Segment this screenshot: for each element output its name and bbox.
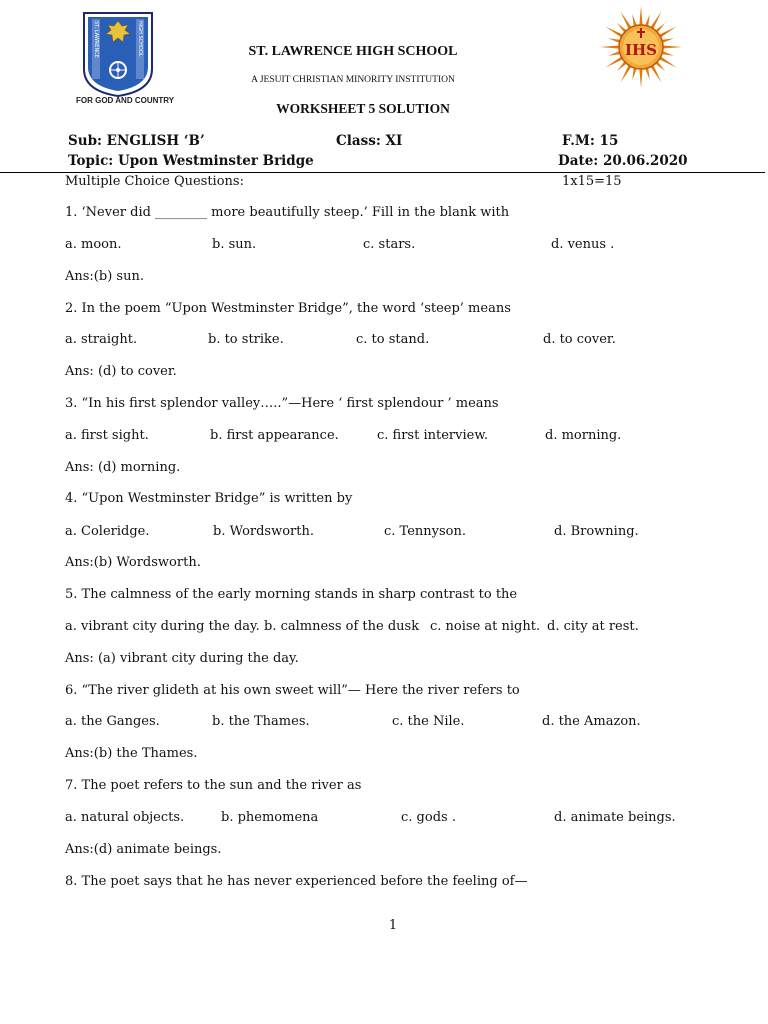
option-c: c. stars. (363, 237, 416, 252)
school-name: ST. LAWRENCE HIGH SCHOOL (248, 44, 458, 59)
question-text: 1. ‘Never did ________ more beautifully steep.’ Fill in the blank with (65, 205, 510, 220)
seal-ray (639, 6, 643, 27)
answer-text: Ans:(b) Wordsworth. (65, 555, 201, 570)
section-title: Multiple Choice Questions: (65, 174, 244, 189)
answer-text: Ans:(b) the Thames. (65, 746, 198, 761)
full-marks-label: F.M: 15 (562, 133, 619, 149)
option-c: c. Tennyson. (384, 524, 466, 539)
option-a: a. natural objects. (65, 810, 185, 825)
option-d: d. Browning. (554, 524, 639, 539)
logo-text-right: HIGH SCHOOL (137, 21, 143, 57)
option-b: b. to strike. (208, 332, 284, 347)
question-text: 3. “In his first splendor valley…..”—Here ‘ first splendour ’ means (65, 396, 499, 411)
option-b: b. phemomena (221, 810, 319, 825)
answer-text: Ans: (a) vibrant city during the day. (65, 651, 299, 666)
date-label: Date: 20.06.2020 (558, 153, 688, 169)
logo-caption: FOR GOD AND COUNTRY (76, 96, 175, 105)
option-a: a. Coleridge. (65, 524, 150, 539)
question-text: 7. The poet refers to the sun and the river as (65, 778, 362, 793)
option-a: a. the Ganges. (65, 714, 160, 729)
question-text: 4. “Upon Westminster Bridge” is written by (65, 491, 353, 506)
question-text: 6. “The river glideth at his own sweet will”— Here the river refers to (65, 683, 520, 698)
header-divider (0, 172, 765, 173)
page-number: 1 (388, 918, 398, 933)
option-c: c. first interview. (377, 428, 489, 443)
question-text: 2. In the poem “Upon Westminster Bridge”, the word ‘steep’ means (65, 301, 511, 316)
answer-text: Ans: (d) morning. (65, 460, 181, 475)
option-b: b. Wordsworth. (213, 524, 314, 539)
option-d: d. venus . (551, 237, 615, 252)
option-b: b. the Thames. (212, 714, 310, 729)
logo-text-left: ST. LAWRENCE (93, 21, 99, 58)
question-text: 5. The calmness of the early morning stands in sharp contrast to the (65, 587, 518, 602)
seal-text: IHS (624, 41, 658, 59)
section-marks: 1x15=15 (562, 174, 622, 189)
option-a: a. first sight. (65, 428, 149, 443)
worksheet-title: WORKSHEET 5 SOLUTION (276, 101, 450, 116)
topic-label: Topic: Upon Westminster Bridge (68, 153, 314, 169)
institution-subtitle: A JESUIT CHRISTIAN MINORITY INSTITUTION (251, 75, 455, 85)
option-d: d. the Amazon. (542, 714, 641, 729)
option-a: a. vibrant city during the day. (65, 619, 260, 634)
subject-label: Sub: ENGLISH ‘B’ (68, 133, 205, 149)
option-b: b. first appearance. (210, 428, 339, 443)
option-c: c. gods . (401, 810, 456, 825)
answer-text: Ans:(d) animate beings. (65, 842, 222, 857)
option-a: a. moon. (65, 237, 122, 252)
option-b: b. sun. (212, 237, 257, 252)
class-label: Class: XI (336, 133, 403, 149)
answer-text: Ans:(b) sun. (65, 269, 144, 284)
question-text: 8. The poet says that he has never experienced before the feeling of— (65, 874, 528, 889)
option-b: b. calmness of the dusk (264, 619, 420, 634)
option-d: d. animate beings. (554, 810, 676, 825)
option-d: d. morning. (545, 428, 622, 443)
option-c: c. the Nile. (392, 714, 465, 729)
option-c: c. to stand. (356, 332, 430, 347)
answer-text: Ans: (d) to cover. (65, 364, 177, 379)
option-c: c. noise at night. (430, 619, 541, 634)
option-d: d. city at rest. (547, 619, 639, 634)
option-d: d. to cover. (543, 332, 616, 347)
option-a: a. straight. (65, 332, 138, 347)
